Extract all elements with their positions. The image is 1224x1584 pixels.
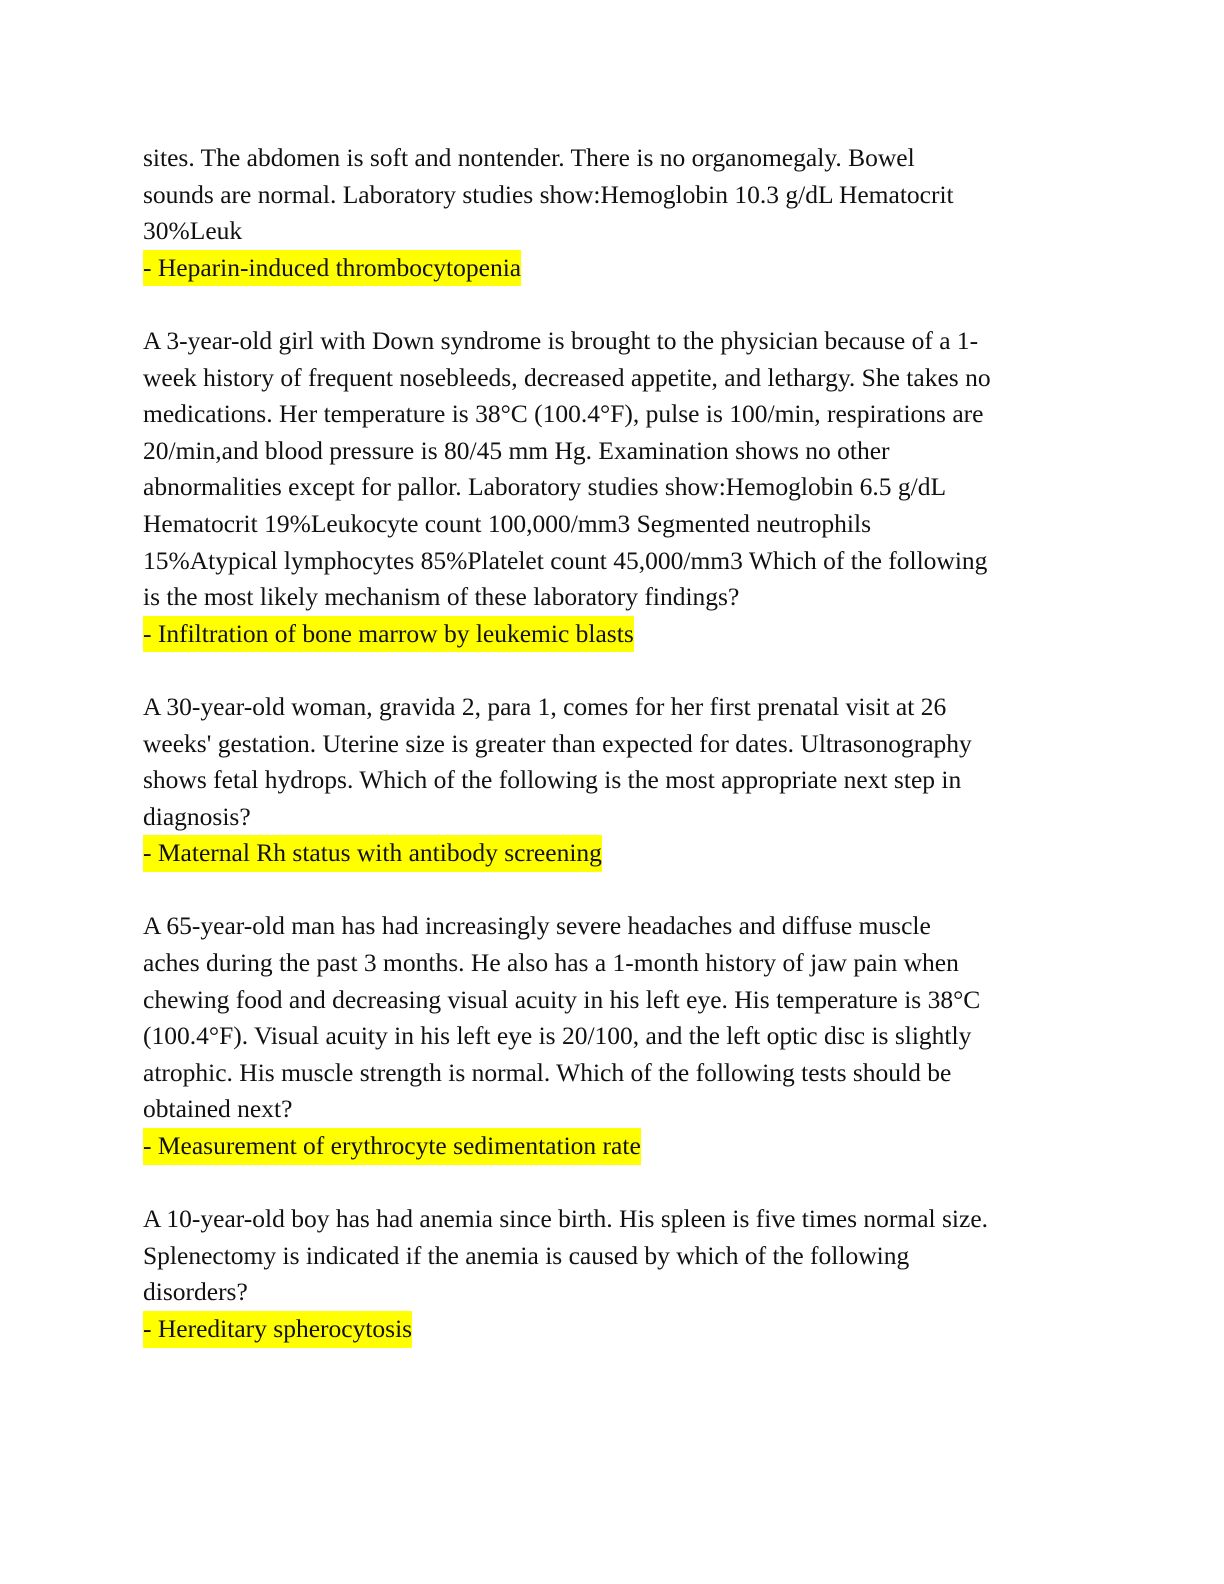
question-line: week history of frequent nosebleeds, decreased appetite, and lethargy. She takes no <box>143 362 991 392</box>
question-line: weeks' gestation. Uterine size is greater than expected for dates. Ultrasonography <box>143 728 972 758</box>
answer-highlight: - Heparin-induced thrombocytopenia <box>143 250 521 287</box>
document-page <box>143 140 1083 1384</box>
answer-highlight: - Hereditary spherocytosis <box>143 1311 412 1348</box>
question-line: 30%Leuk <box>143 216 243 246</box>
question-line: sounds are normal. Laboratory studies show:Hemoglobin 10.3 g/dL Hematocrit <box>143 179 954 209</box>
answer-highlight: - Measurement of erythrocyte sedimentation rate <box>143 1128 641 1165</box>
question-line: A 65-year-old man has had increasingly severe headaches and diffuse muscle <box>143 911 931 941</box>
question-line: A 30-year-old woman, gravida 2, para 1, comes for her first prenatal visit at 26 <box>143 691 947 721</box>
question-line: aches during the past 3 months. He also has a 1-month history of jaw pain when <box>143 948 959 978</box>
question-block-1 <box>143 140 1083 286</box>
question-line: diagnosis? <box>143 801 251 831</box>
question-line: is the most likely mechanism of these laboratory findings? <box>143 582 740 612</box>
question-line: (100.4°F). Visual acuity in his left eye is 20/100, and the left optic disc is slightly <box>143 1021 972 1051</box>
question-line: shows fetal hydrops. Which of the following is the most appropriate next step in <box>143 765 962 795</box>
question-line: obtained next? <box>143 1094 293 1124</box>
question-line: Splenectomy is indicated if the anemia is caused by which of the following <box>143 1240 910 1270</box>
answer-highlight: - Infiltration of bone marrow by leukemic blasts <box>143 616 634 653</box>
question-line: atrophic. His muscle strength is normal. Which of the following tests should be <box>143 1057 952 1087</box>
question-line: sites. The abdomen is soft and nontender. There is no organomegaly. Bowel <box>143 143 915 172</box>
question-line: Hematocrit 19%Leukocyte count 100,000/mm3 Segmented neutrophils <box>143 508 872 538</box>
answer-highlight: - Maternal Rh status with antibody screening <box>143 835 602 872</box>
question-block-5 <box>143 1201 1083 1347</box>
question-line: chewing food and decreasing visual acuity in his left eye. His temperature is 38°C <box>143 984 981 1014</box>
question-block-2 <box>143 323 1083 652</box>
question-line: 15%Atypical lymphocytes 85%Platelet count 45,000/mm3 Which of the following <box>143 545 988 575</box>
question-block-4 <box>143 908 1083 1164</box>
question-line: A 3-year-old girl with Down syndrome is brought to the physician because of a 1- <box>143 325 979 355</box>
question-line: A 10-year-old boy has had anemia since birth. His spleen is five times normal size. <box>143 1204 989 1234</box>
question-line: medications. Her temperature is 38°C (100.4°F), pulse is 100/min, respirations are <box>143 399 984 429</box>
question-block-3 <box>143 689 1083 872</box>
question-line: abnormalities except for pallor. Laboratory studies show:Hemoglobin 6.5 g/dL <box>143 472 947 502</box>
question-line: 20/min,and blood pressure is 80/45 mm Hg. Examination shows no other <box>143 435 890 465</box>
question-line: disorders? <box>143 1277 248 1307</box>
